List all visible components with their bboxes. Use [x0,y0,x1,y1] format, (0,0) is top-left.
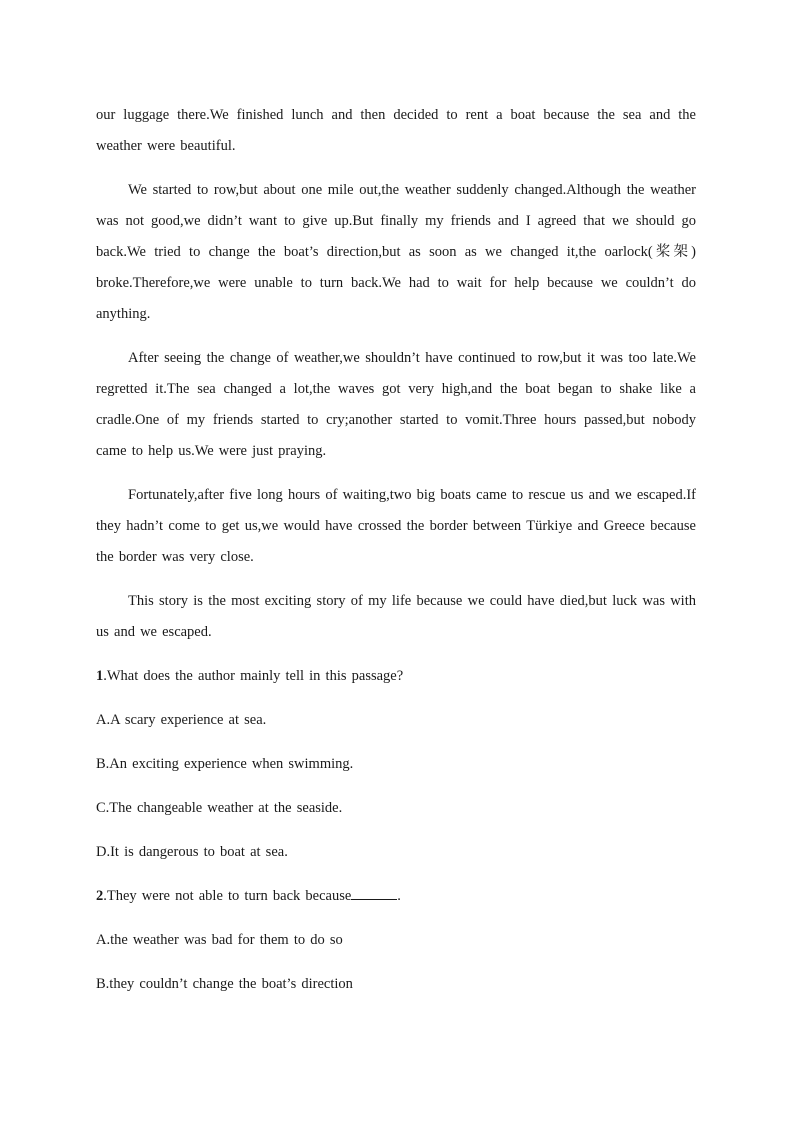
question-number: 1 [96,668,104,684]
passage-paragraph-4: This story is the most exciting story of my life because we could have died,but luck was with us and we escaped. [96,593,696,640]
answer-blank [351,885,397,900]
question-stem [96,661,696,692]
question-1 [96,661,696,868]
option-a: A.the weather was bad for them to do so [96,932,343,948]
document-page [96,100,696,1013]
option-b: B.they couldn’t change the boat’s direction [96,976,353,992]
passage-paragraph-2: After seeing the change of weather,we shouldn’t have continued to row,but it was too late.We regretted it.The sea changed a lot,the waves got very high,and the boat began to shake like a cradle.One of my friends started to cry;another started to vomit.Three hours passed,but nobody came to help us.We were just praying. [96,350,696,459]
option-d: D.It is dangerous to boat at sea. [96,844,288,860]
option-c: C.The changeable weather at the seaside. [96,800,343,816]
question-number: 2 [96,888,104,904]
question-2 [96,881,696,1000]
passage-paragraph-3: Fortunately,after five long hours of waiting,two big boats came to rescue us and we escaped.If they hadn’t come to get us,we would have crossed the border between Türkiye and Greece because the border was very close. [96,487,696,565]
question-stem [96,881,696,912]
passage-paragraph-1: We started to row,but about one mile out,the weather suddenly changed.Although the weather was not good,we didn’t want to give up.But finally my friends and I agreed that we should go back.We tried to change the boat’s direction,but as soon as we changed it,the oarlock(桨架) broke.Therefore,we were unable to turn back.We had to wait for help because we couldn’t do anything. [96,182,696,322]
question-text: .What does the author mainly tell in this passage? [103,668,404,684]
question-suffix: . [397,888,401,904]
passage-paragraph-0: our luggage there.We finished lunch and then decided to rent a boat because the sea and the weather were beautiful. [96,107,696,154]
option-b: B.An exciting experience when swimming. [96,756,354,772]
question-text: .They were not able to turn back because [103,888,352,904]
option-a: A.A scary experience at sea. [96,712,267,728]
